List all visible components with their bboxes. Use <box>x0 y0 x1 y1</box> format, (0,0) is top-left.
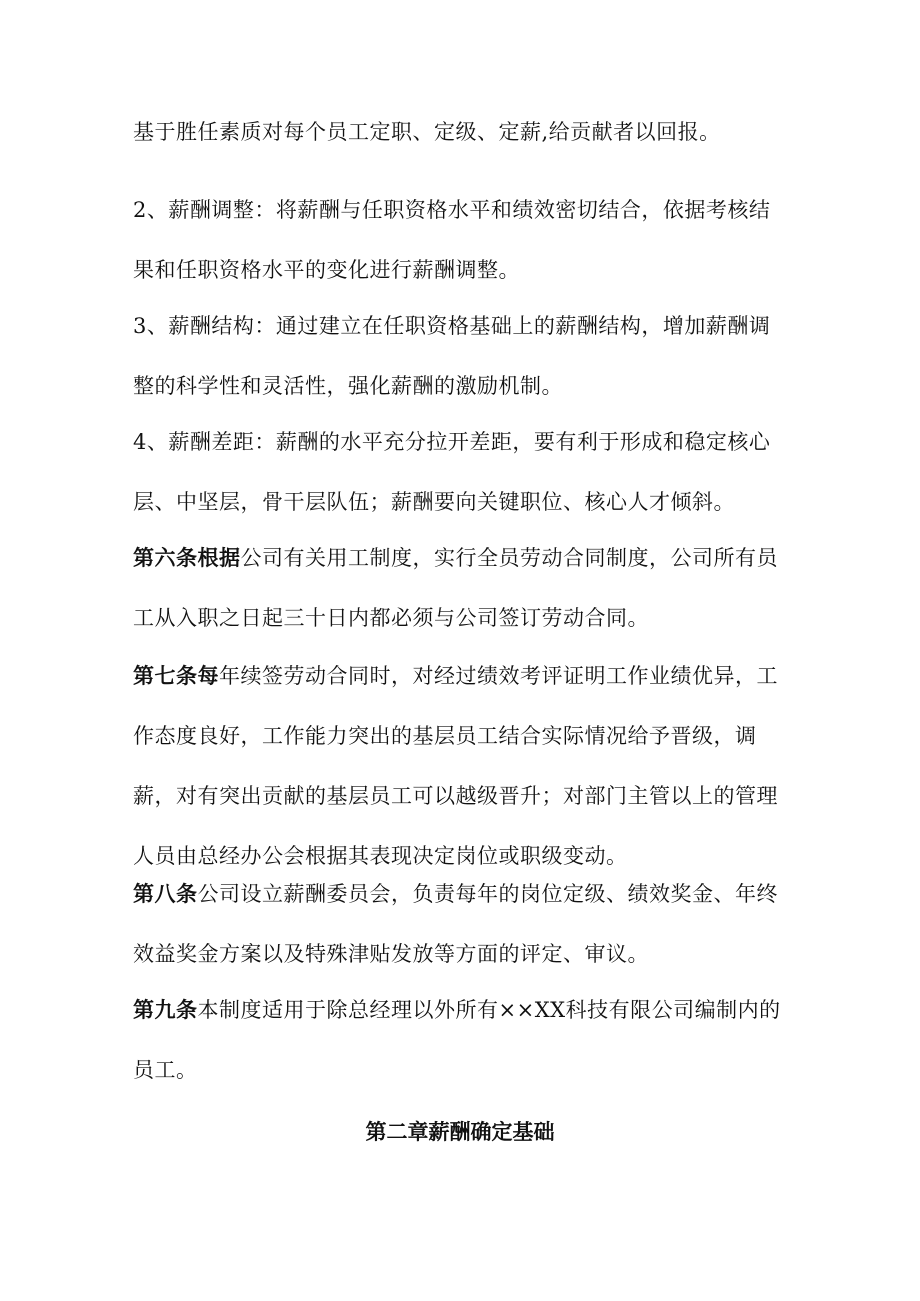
text-line: 人员由总经办公会根据其表现决定岗位或职级变动。 <box>133 844 628 868</box>
text-line: 2、薪酬调整：将薪酬与任职资格水平和绩效密切结合，依据考核结 <box>133 198 771 222</box>
paragraph-article-7 <box>133 646 813 886</box>
article-text: 年续签劳动合同时，对经过绩效考评证明工作业绩优异，工 <box>219 664 778 688</box>
paragraph-salary-gap <box>133 412 813 532</box>
text-line: 4、薪酬差距：薪酬的水平充分拉开差距，要有利于形成和稳定核心 <box>133 430 771 454</box>
article-text: 本制度适用于除总经理以外所有××XX科技有限公司编制内的 <box>197 998 781 1022</box>
chapter-title: 第二章薪酬确定基础 <box>365 1119 555 1144</box>
text-line <box>133 528 813 588</box>
article-text: 公司有关用工制度，实行全员劳动合同制度，公司所有员 <box>240 546 778 570</box>
article-heading: 第九条 <box>133 997 198 1022</box>
text-line: 效益奖金方案以及特殊津贴发放等方面的评定、审议。 <box>133 942 649 966</box>
paragraph-article-8 <box>133 864 813 984</box>
text-line: 工从入职之日起三十日内都必须与公司签订劳动合同。 <box>133 606 649 630</box>
paragraph-article-6 <box>133 528 813 648</box>
paragraph-article-9 <box>133 980 813 1100</box>
article-heading: 第七条每 <box>133 663 219 688</box>
paragraph-intro <box>133 102 813 162</box>
text-line: 薪，对有突出贡献的基层员工可以越级晋升；对部门主管以上的管理 <box>133 784 778 808</box>
text-line: 果和任职资格水平的变化进行薪酬调整。 <box>133 258 520 282</box>
text-line: 层、中坚层，骨干层队伍；薪酬要向关键职位、核心人才倾斜。 <box>133 490 735 514</box>
text-line <box>133 980 813 1040</box>
text-line: 作态度良好，工作能力突出的基层员工结合实际情况给予晋级，调 <box>133 724 757 748</box>
text-line: 基于胜任素质对每个员工定职、定级、定薪,给贡献者以回报。 <box>133 120 721 144</box>
text-line: 3、薪酬结构：通过建立在任职资格基础上的薪酬结构，增加薪酬调 <box>133 314 771 338</box>
article-text: 公司设立薪酬委员会，负责每年的岗位定级、绩效奖金、年终 <box>197 882 778 906</box>
text-line <box>133 864 813 924</box>
article-heading: 第六条根据 <box>133 545 241 570</box>
text-line: 员工。 <box>133 1058 198 1082</box>
article-heading: 第八条 <box>133 881 198 906</box>
paragraph-salary-adjustment <box>133 180 813 300</box>
text-line <box>133 646 813 706</box>
text-line: 整的科学性和灵活性，强化薪酬的激励机制。 <box>133 374 563 398</box>
paragraph-salary-structure <box>133 296 813 416</box>
